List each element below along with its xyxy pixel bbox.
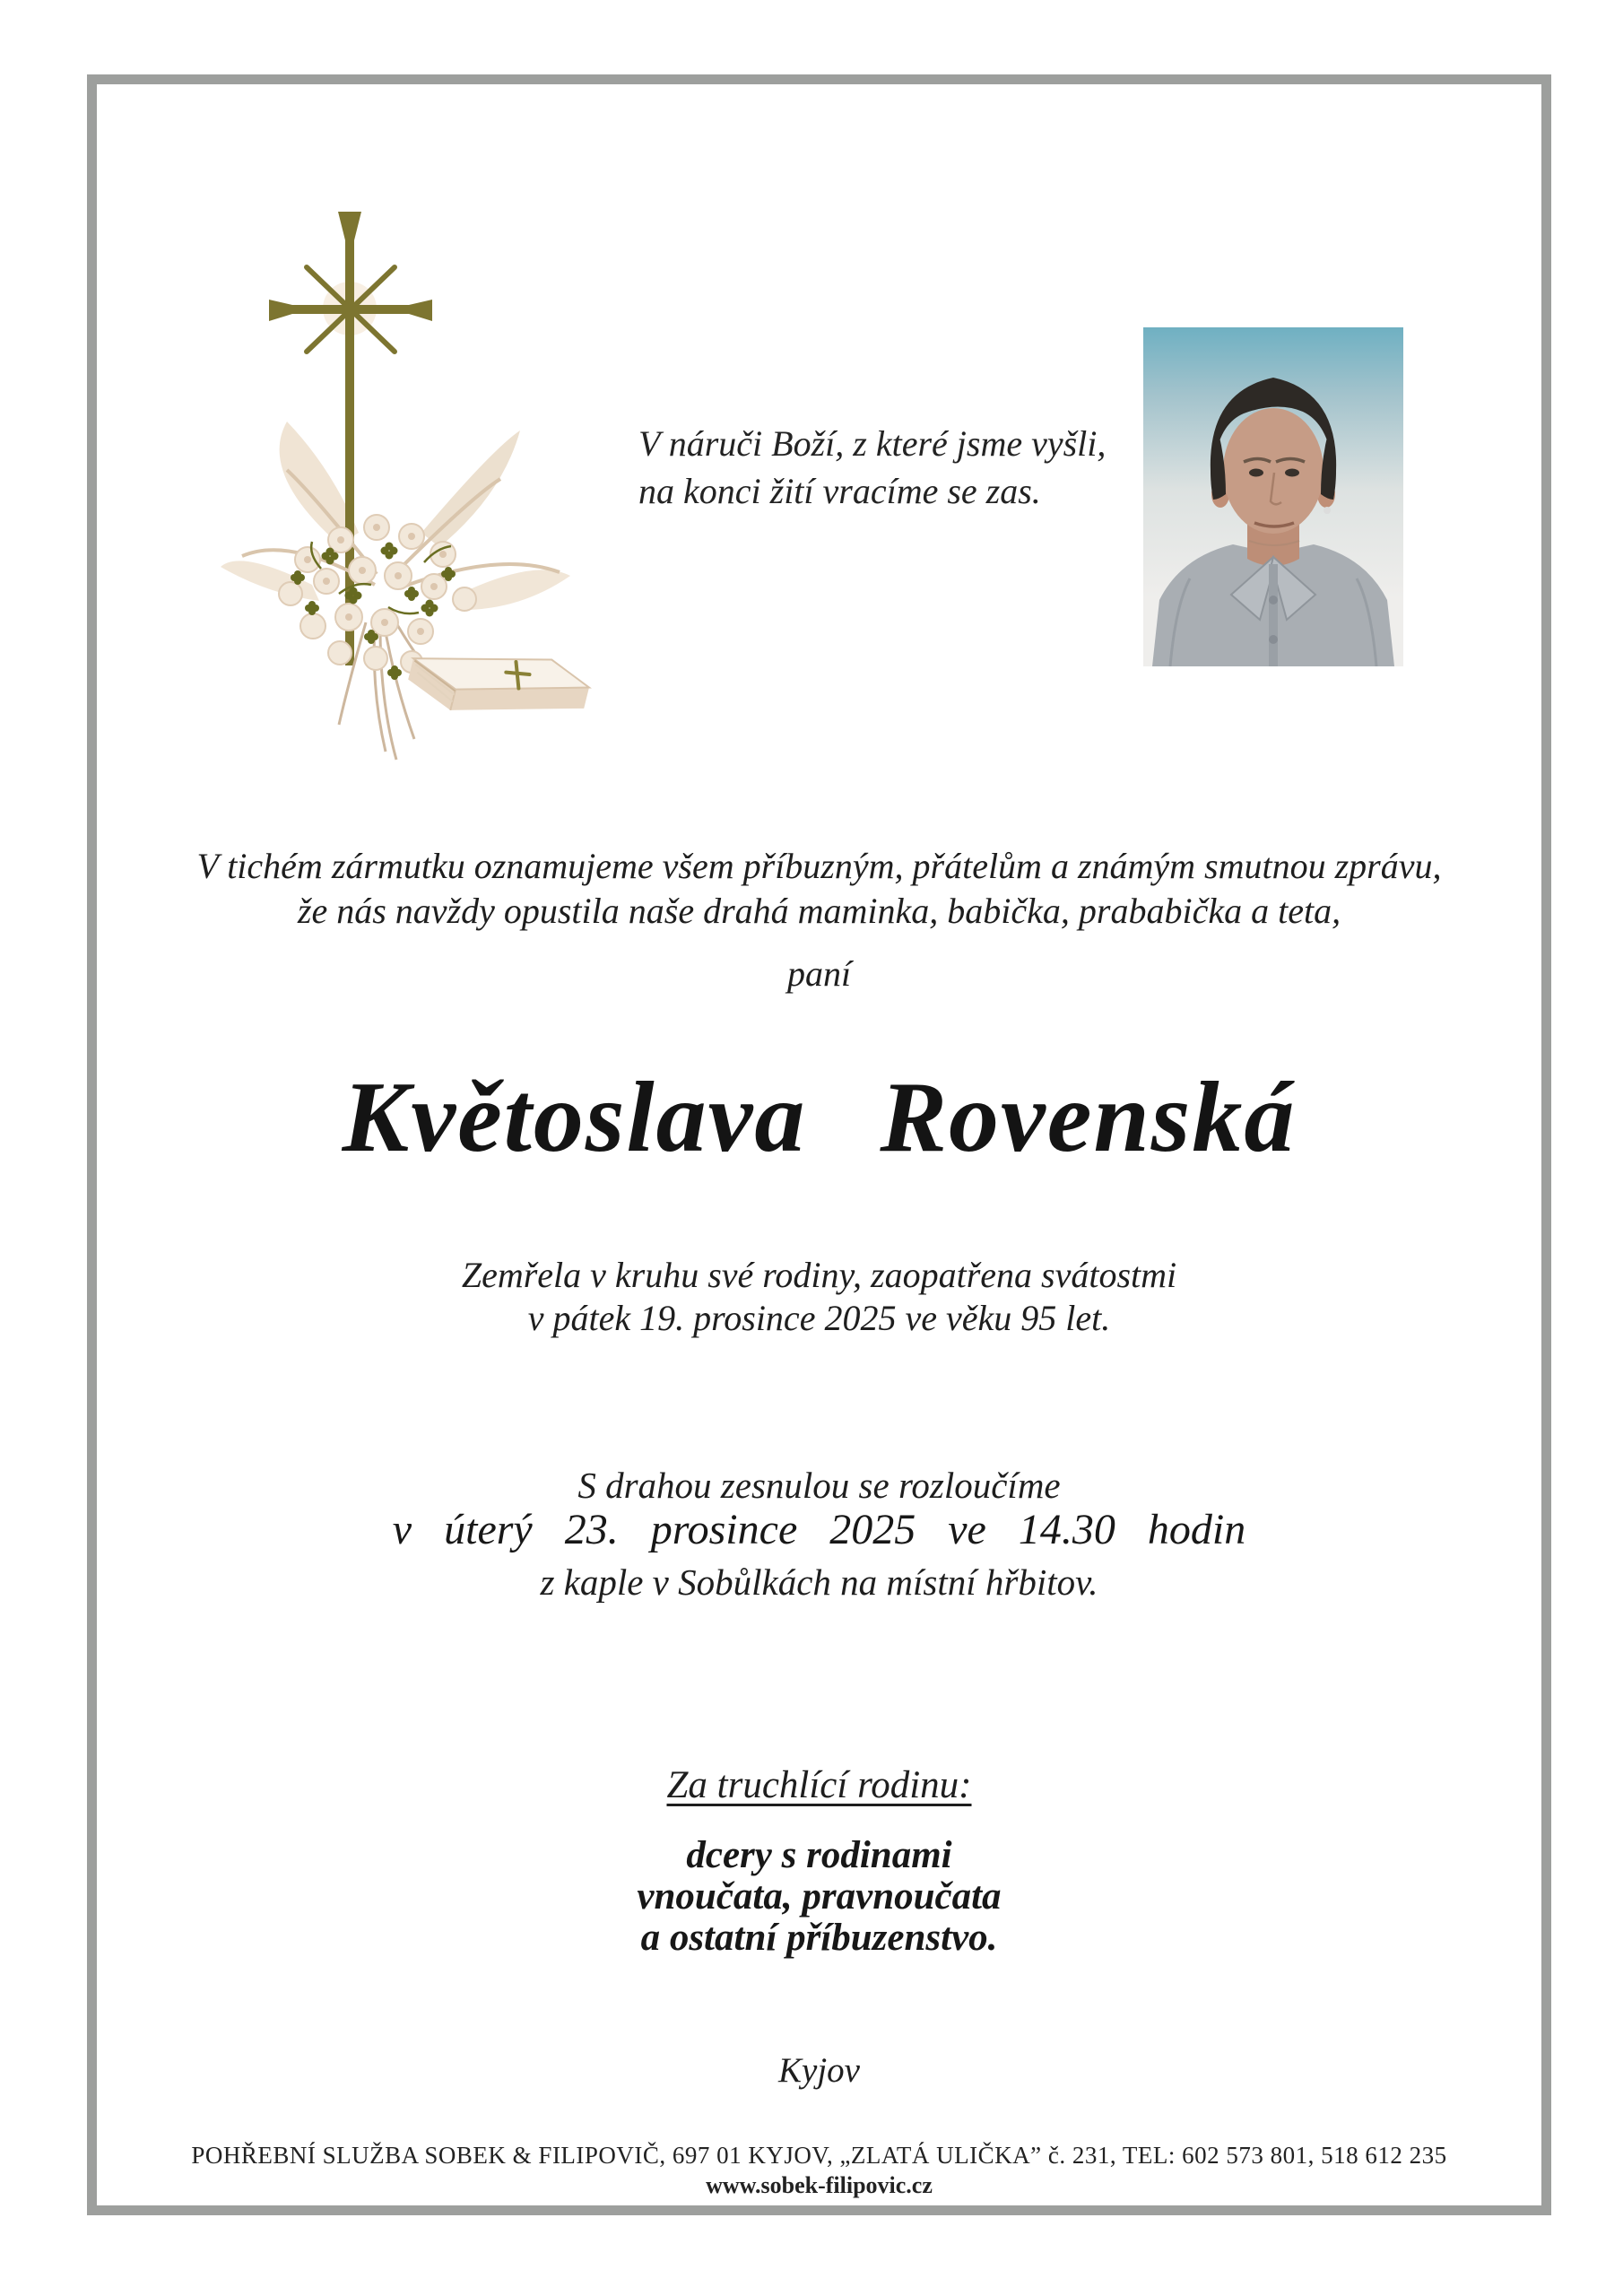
mourners-line1: dcery s rodinami	[686, 1834, 952, 1876]
announcement-line2: že nás navždy opustila naše drahá maminka, babička, prababička a teta,	[297, 891, 1341, 931]
announcement-line1: V tichém zármutku oznamujeme všem příbuzným, přátelům a známým smutnou zprávu,	[196, 846, 1442, 886]
death-info-line1: Zemřela v kruhu své rodiny, zaopatřena svátostmi	[461, 1255, 1177, 1295]
memorial-quote-line2: na konci žití vracíme se zas.	[638, 471, 1041, 511]
salutation: paní	[786, 953, 852, 994]
memorial-quote-line1: V náruči Boží, z které jsme vyšli,	[638, 423, 1107, 464]
mourners-line3: a ostatní příbuzenstvo.	[640, 1917, 998, 1959]
memorial-quote	[638, 420, 1106, 515]
funeral-home-website: www.sobek-filipovic.cz	[706, 2172, 933, 2198]
farewell-line1: S drahou zesnulou se rozloučíme	[577, 1465, 1061, 1506]
portrait-photo	[1143, 327, 1403, 666]
farewell-place: z kaple v Sobůlkách na místní hřbitov.	[540, 1561, 1098, 1603]
mourners-line2: vnoučata, pravnoučata	[637, 1875, 1002, 1918]
death-info-line2: v pátek 19. prosince 2025 ve věku 95 let.	[527, 1298, 1111, 1338]
funeral-home-info: POHŘEBNÍ SLUŽBA SOBEK & FILIPOVIČ, 697 01 KYJOV, „ZLATÁ ULIČKA” č. 231, TEL: 602 573 801, 518 612 235	[191, 2142, 1447, 2169]
farewell-date-time: v úterý 23. prosince 2025 ve 14.30 hodin	[392, 1506, 1246, 1553]
bible-icon	[404, 627, 594, 741]
deceased-name: Květoslava Rovenská	[342, 1062, 1297, 1173]
place-name: Kyjov	[778, 2051, 860, 2090]
cross-and-flowers-image	[204, 199, 626, 773]
mourners-heading: Za truchlící rodinu:	[666, 1764, 972, 1806]
